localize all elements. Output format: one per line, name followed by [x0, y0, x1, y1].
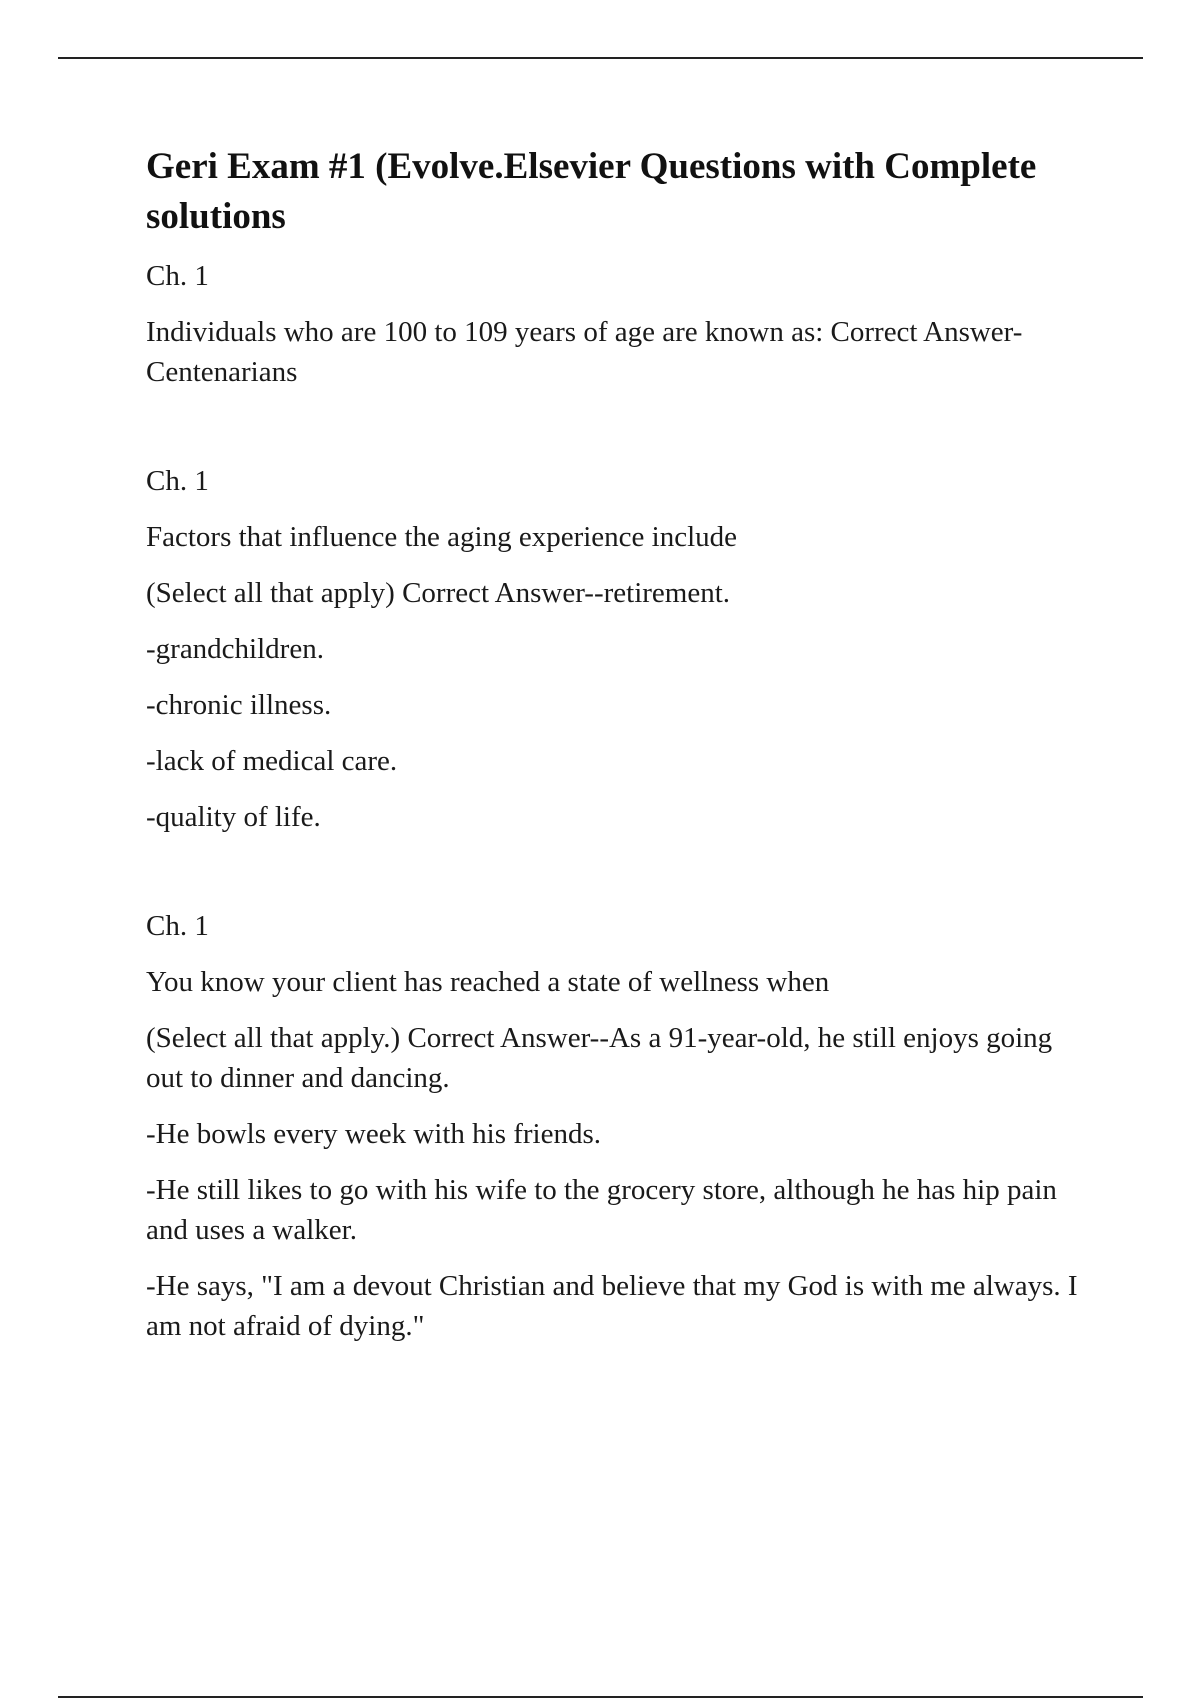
answer-line: -grandchildren. — [146, 633, 324, 665]
bottom-rule — [58, 1696, 1143, 1698]
question-2 — [146, 461, 1091, 837]
answer-line: -chronic illness. — [146, 689, 332, 721]
document-title: Geri Exam #1 (Evolve.Elsevier Questions with Complete solutions — [146, 146, 1037, 237]
answer-line: (Select all that apply.) Correct Answer--As a 91-year-old, he still enjoys going out to dinner and dancing. — [146, 1022, 1053, 1094]
question-1 — [146, 256, 1091, 392]
question-3 — [146, 906, 1091, 1346]
chapter-label: Ch. 1 — [146, 910, 209, 942]
answer-line: -lack of medical care. — [146, 745, 398, 777]
answer-line: -He still likes to go with his wife to the grocery store, although he has hip pain and uses a walker. — [146, 1174, 1057, 1246]
chapter-label: Ch. 1 — [146, 260, 209, 292]
document-body — [146, 142, 1091, 1362]
question-text: Individuals who are 100 to 109 years of age are known as: Correct Answer-Centenarians — [146, 316, 1023, 388]
answer-line: -He says, "I am a devout Christian and believe that my God is with me always. I am not afraid of dying." — [146, 1270, 1078, 1342]
chapter-label: Ch. 1 — [146, 465, 209, 497]
answer-line: -He bowls every week with his friends. — [146, 1118, 602, 1150]
top-rule — [58, 57, 1143, 59]
answer-line: (Select all that apply) Correct Answer--retirement. — [146, 577, 731, 609]
question-text: You know your client has reached a state of wellness when — [146, 966, 830, 998]
answer-line: -quality of life. — [146, 801, 321, 833]
section-spacer — [146, 853, 1091, 906]
question-text: Factors that influence the aging experience include — [146, 521, 738, 553]
section-spacer — [146, 408, 1091, 461]
